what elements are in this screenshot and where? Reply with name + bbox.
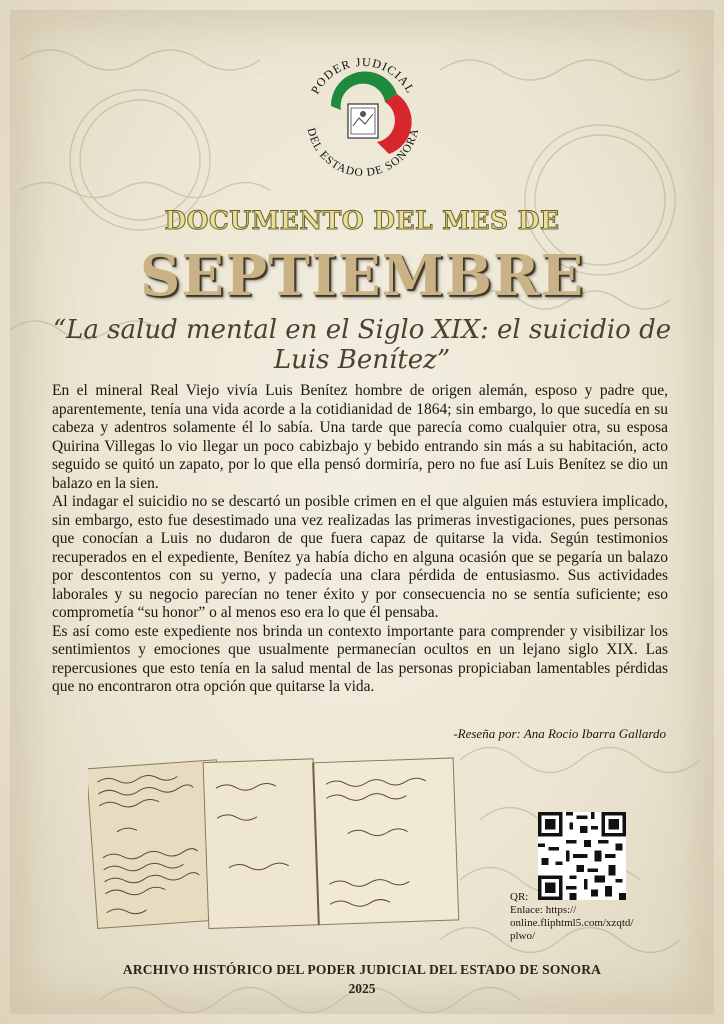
historic-document-photo [88, 754, 468, 929]
qr-label-line2: Enlace: https:// [510, 904, 577, 916]
author-credit: -Reseña por: Ana Rocio Ibarra Gallardo [453, 726, 666, 741]
paragraph-1: En el mineral Real Viejo vivía Luis Benítez hombre de origen alemán, esposo y padre que, aparentemente, tenía una vida acorde a la cotidianidad de 1864; sin embargo, lo que sucedía en su cabeza y adentros solamente él lo sabía. Una tarde que parecía como cualquier otra, su esposa Quirina Villegas lo vio llegar un poco cabizbajo y bebido entrando sin más a su habitación, acto seguido se quitó un zapato, por lo que ella pensó dormiría, pero no fue así Luis Benítez se dio un balazo en la sien. [52, 382, 668, 492]
article-body [52, 382, 668, 697]
qr-caption [510, 891, 700, 943]
qr-label-line1: QR: [510, 891, 529, 903]
heading-document-of-month: DOCUMENTO DEL MES DE [164, 206, 560, 235]
poder-judicial-sonora-logo [293, 46, 433, 186]
article-title: “La salud mental en el Siglo XIX: el suicidio de Luis Benítez” [52, 315, 672, 375]
qr-link[interactable]: online.fliphtml5.com/xzqtd/ [510, 917, 634, 929]
qr-code[interactable] [538, 812, 626, 900]
footer-year: 2025 [348, 981, 376, 996]
logo-bottom-text: DEL ESTADO DE SONORA [304, 126, 422, 180]
paragraph-3: Es así como este expediente nos brinda un contexto importante para comprender y visibilizar los sentimientos y emociones que usualmente permanecían ocultos en un lejano siglo XIX. Las repercusiones que esto tenía en la salud mental de las personas propiciaban lamentables pérdidas que no encontraron otra opción que quitarse la vida. [52, 622, 668, 695]
heading-month: SEPTIEMBRE [139, 243, 585, 309]
paragraph-2: Al indagar el suicidio no se descartó un posible crimen en el que alguien más estuviera implicado, sin embargo, esto fue desestimado una vez realizadas las primeras investigaciones, pues personas que conocían a Luis no dudaron de que fuera capaz de quitarse la vida. Según testimonios recuperados en el expediente, Benítez ya había dicho en alguna ocasión que se pegaría un balazo por descontentos con su yerno, y padecía una clara pérdida de entusiasmo. Sus actividades laborales y su negocio parecían no tener éxito y por consecuencia no se sentía suficiente; eso comprometía “su honor” o al menos eso era lo que él pensaba. [52, 493, 668, 621]
footer-institution: ARCHIVO HISTÓRICO DEL PODER JUDICIAL DEL ESTADO DE SONORA [122, 962, 602, 977]
qr-link-end[interactable]: plwo/ [510, 930, 536, 942]
logo-top-text: PODER JUDICIAL [307, 54, 419, 97]
